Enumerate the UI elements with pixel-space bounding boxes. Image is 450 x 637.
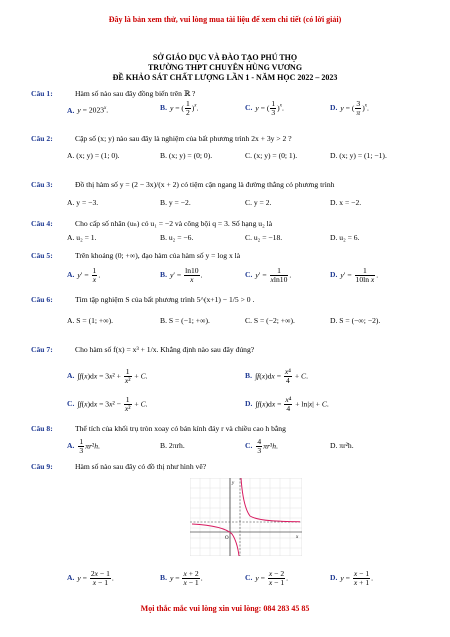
q7-answer-d[interactable]: D. ∫f(x)dx = $\frac{\text{x⁴}}{4}$ + ln|x| + C. <box>245 395 329 413</box>
q9-answer-b[interactable]: B. y = $\frac{x + 2}{x - 1}$ . <box>160 569 203 587</box>
q3-answer-b[interactable]: B. y = −2. <box>160 198 191 207</box>
q8-answer-b[interactable]: B. 2πrh. <box>160 441 185 450</box>
q5-answer-b[interactable]: B. y′ = $\frac{\ln 10}{x}$ . <box>160 266 203 284</box>
header-school: TRƯỜNG THPT CHUYÊN HÙNG VƯƠNG <box>147 63 303 72</box>
y-axis-label: y <box>232 481 235 486</box>
q2-answer-b[interactable]: B. (x; y) = (0; 0). <box>160 151 213 160</box>
q4-answer-d[interactable]: D. u₂ = 6. <box>330 233 360 242</box>
q1-answer-c[interactable]: C. y = ( $\frac{1}{3}$ )$^x$. <box>245 99 284 117</box>
q1-answer-a[interactable]: A. $y = 2023^x$. <box>67 105 109 115</box>
q6-answer-a[interactable]: A. S = (1; +∞). <box>67 316 114 325</box>
q9-answer-c[interactable]: C. y = $\frac{x - 2}{x - 1}$ . <box>245 569 289 587</box>
q7-answer-a[interactable]: A. ∫f(x)dx = 3x² + $\frac{1}{\text{x²}}$ + C. <box>67 367 148 385</box>
q8-answer-c[interactable]: C. $\frac{4}{3}$ πr³h. <box>245 437 278 455</box>
function-graph-figure <box>190 478 302 556</box>
q1-answer-d[interactable]: D. y = ( $\frac{3}{\pi}$ )$^x$. <box>330 99 369 117</box>
contact-notice: Mọi thắc mắc vui lòng xin vui lòng: 084 283 45 85 <box>140 604 310 613</box>
q9-answer-a[interactable]: A. y = $\frac{2x - 1}{x - 1}$ . <box>67 569 114 587</box>
q7-answer-c[interactable]: C. ∫f(x)dx = 3x² − $\frac{1}{\text{x²}}$ + C. <box>67 395 148 413</box>
header-exam-title: ĐỀ KHẢO SÁT CHẤT LƯỢNG LẦN 1 - NĂM HỌC 2022 – 2023 <box>112 73 338 82</box>
q6-answer-b[interactable]: B. S = (−1; +∞). <box>160 316 210 325</box>
q5-answer-d[interactable]: D. y′ = $\frac{1}{\text{10ln x}}$ . <box>330 266 379 284</box>
header-department: SỞ GIÁO DỤC VÀ ĐÀO TẠO PHÚ THỌ <box>152 53 298 62</box>
q4-answer-c[interactable]: C. u₂ = −18. <box>245 233 283 242</box>
q3-answer-c[interactable]: C. y = 2. <box>245 198 272 207</box>
q6-answer-d[interactable]: D. S = (−∞; −2). <box>330 316 381 325</box>
q5-answer-a[interactable]: A. y′ = $\frac{1}{x}$ . <box>67 266 101 284</box>
q6-answer-c[interactable]: C. S = (−2; +∞). <box>245 316 295 325</box>
q8-answer-d[interactable]: D. πr²h. <box>330 441 354 450</box>
q2-answer-d[interactable]: D. (x; y) = (1; −1). <box>330 151 387 160</box>
q9-answer-d[interactable]: D. y = $\frac{x - 1}{x + 1}$ . <box>330 569 374 587</box>
origin-label: O <box>225 536 229 541</box>
q1-answer-b[interactable]: B. y = ( $\frac{1}{2}$ )$^x$. <box>160 99 199 117</box>
q3-answer-a[interactable]: A. y = −3. <box>67 198 99 207</box>
q4-answer-b[interactable]: B. u₂ = −6. <box>160 233 194 242</box>
preview-notice: Đây là bản xem thử, vui lòng mua tài liệu để xem chi tiết (có lời giải) <box>108 15 342 24</box>
q8-answer-a[interactable]: A. $\frac{1}{3}$ πr²h. <box>67 437 100 455</box>
q2-answer-a[interactable]: A. (x; y) = (1; 0). <box>67 151 120 160</box>
q2-answer-c[interactable]: C. (x; y) = (0; 1). <box>245 151 298 160</box>
q3-answer-d[interactable]: D. x = −2. <box>330 198 362 207</box>
q5-answer-c[interactable]: C. y′ = $\frac{1}{xln10}$ . <box>245 266 292 284</box>
q4-answer-a[interactable]: A. u₂ = 1. <box>67 233 97 242</box>
q7-answer-b[interactable]: B. ∫f(x)dx = $\frac{\text{x⁴}}{4}$ + C. <box>245 367 308 385</box>
x-axis-label: x <box>296 535 299 540</box>
